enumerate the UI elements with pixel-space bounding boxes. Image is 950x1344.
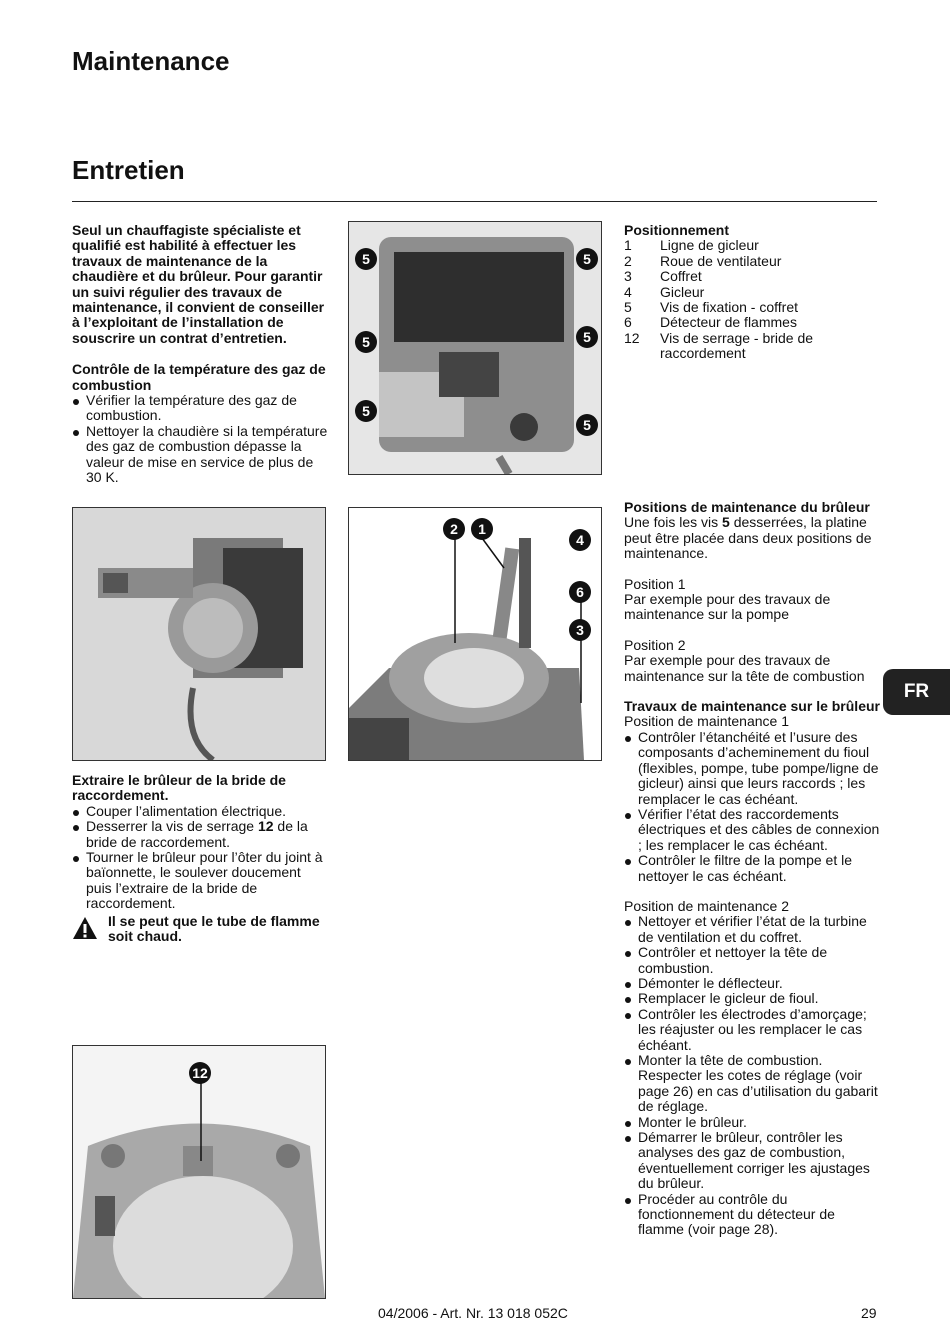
flange-photo xyxy=(72,1045,326,1299)
work-pos2-list xyxy=(624,914,880,1238)
temp-list xyxy=(72,393,330,485)
pos1-text: Par exemple pour des travaux de maintenance sur la pompe xyxy=(624,591,831,623)
positioning-heading: Positionnement xyxy=(624,222,730,238)
legend-row xyxy=(624,331,879,362)
burner-front-photo xyxy=(348,221,602,475)
callout-5: 5 xyxy=(576,326,598,348)
positioning-legend xyxy=(624,223,879,362)
work-pos2-title: Position de maintenance 2 xyxy=(624,897,789,914)
callout-6: 6 xyxy=(569,581,591,603)
warning-text: Il se peut que le tube de flamme soit chaud. xyxy=(108,913,320,945)
list-item-text: Desserrer la vis de serrage xyxy=(86,818,258,835)
list-item: Remplacer le gicleur de fioul. xyxy=(624,991,880,1006)
work-pos1-title: Position de maintenance 1 xyxy=(624,713,789,730)
callout-2: 2 xyxy=(443,518,465,540)
text-run: desserrées, la platine peut être placée dans deux positions de maintenance. xyxy=(624,514,872,562)
legend-number: 12 xyxy=(624,329,640,346)
callout-5: 5 xyxy=(576,414,598,436)
maint-pos-text xyxy=(624,515,880,561)
positioning-table xyxy=(624,238,879,361)
temp-heading: Contrôle de la température des gaz de combustion xyxy=(72,361,326,393)
callout-3: 3 xyxy=(569,619,591,641)
left-column-bottom xyxy=(72,773,330,912)
page-number: 29 xyxy=(861,1305,877,1321)
list-item: Contrôler l’étanchéité et l’usure des composants d’acheminement du fioul (flexibles, pompe, tube pompe/ligne de gicleur) ainsi que leurs raccords ; les remplacer le cas échéant. xyxy=(624,730,880,807)
legend-number: 5 xyxy=(624,299,632,316)
work-pos1-list xyxy=(624,730,880,884)
text-run: Une fois les vis xyxy=(624,514,723,531)
pos2-text: Par exemple pour des travaux de maintenance sur la tête de combustion xyxy=(624,652,865,684)
legend-text: Ligne de gicleur xyxy=(660,237,759,254)
legend-number: 3 xyxy=(624,268,632,285)
callout-5: 5 xyxy=(355,331,377,353)
maint-pos-heading: Positions de maintenance du brûleur xyxy=(624,499,870,515)
legend-text: Roue de ventilateur xyxy=(660,252,782,269)
list-item: Contrôler les électrodes d’amorçage; les réajuster ou les remplacer le cas échéant. xyxy=(624,1007,880,1053)
list-item xyxy=(72,819,330,850)
legend-text: Détecteur de flammes xyxy=(660,314,797,331)
legend-text: Coffret xyxy=(660,268,702,285)
title-divider xyxy=(72,201,877,202)
list-item: Contrôler le filtre de la pompe et le nettoyer le cas échéant. xyxy=(624,853,880,884)
callout-1: 1 xyxy=(471,518,493,540)
list-item: Monter la tête de combustion. Respecter les cotes de réglage (voir page 26) en cas d’utilisation du gabarit de réglage. xyxy=(624,1053,880,1115)
list-item-text: de la bride de raccordement. xyxy=(86,818,308,850)
right-column xyxy=(624,500,880,1238)
legend-text: Vis de serrage - bride de raccordement xyxy=(660,329,814,362)
pos2-title: Position 2 xyxy=(624,636,686,653)
list-item: Vérifier la température des gaz de combustion. xyxy=(72,393,330,424)
legend-number: 2 xyxy=(624,252,632,269)
list-item: Nettoyer la chaudière si la température des gaz de combustion dépasse la valeur de mise en service de plus de 30 K. xyxy=(72,424,330,486)
list-item: Vérifier l’état des raccordements électriques et des câbles de connexion ; les remplacer le cas échéant. xyxy=(624,807,880,853)
legend-text: Gicleur xyxy=(660,283,705,300)
legend-number: 1 xyxy=(624,237,632,254)
ref-number: 12 xyxy=(257,818,274,835)
legend-number: 4 xyxy=(624,283,632,300)
legend-row xyxy=(624,254,879,269)
ref-number: 5 xyxy=(722,514,730,531)
warning-triangle-icon xyxy=(72,916,98,940)
callout-5: 5 xyxy=(576,248,598,270)
list-item: Démonter le déflecteur. xyxy=(624,976,880,991)
burner-photo xyxy=(72,507,326,761)
callout-12: 12 xyxy=(189,1062,211,1084)
callout-4: 4 xyxy=(569,529,591,551)
legend-row xyxy=(624,300,879,315)
fan-nozzle-photo xyxy=(348,507,602,761)
section-title: Entretien xyxy=(72,155,185,185)
intro-text: Seul un chauffagiste spécialiste et qualifié est habilité à effectuer les travaux de maintenance de la chaudière et du brûleur. Pour garantir un suivi régulier des travaux de maintenance, il convient de conseiller à l’exploitant de l’installation de souscrire un contrat d’entretien. xyxy=(72,222,325,346)
pos1-title: Position 1 xyxy=(624,575,686,592)
page-title: Maintenance xyxy=(72,46,230,76)
extract-heading: Extraire le brûleur de la bride de raccordement. xyxy=(72,772,286,804)
list-item: Nettoyer et vérifier l’état de la turbine de ventilation et du coffret. xyxy=(624,914,880,945)
footer-reference: 04/2006 - Art. Nr. 13 018 052C xyxy=(378,1305,568,1321)
language-tab: FR xyxy=(883,669,950,715)
list-item: Procéder au contrôle du fonctionnement du détecteur de flamme (voir page 28). xyxy=(624,1192,880,1238)
list-item: Contrôler et nettoyer la tête de combustion. xyxy=(624,945,880,976)
legend-row xyxy=(624,238,879,253)
callout-5: 5 xyxy=(355,400,377,422)
legend-text: Vis de fixation - coffret xyxy=(660,299,798,316)
callout-5: 5 xyxy=(355,248,377,270)
list-item: Tourner le brûleur pour l’ôter du joint à baïonnette, le soulever doucement puis l’extraire de la bride de raccordement. xyxy=(72,850,330,912)
list-item: Couper l’alimentation électrique. xyxy=(72,804,330,819)
legend-row xyxy=(624,315,879,330)
left-column-top xyxy=(72,223,330,486)
legend-row xyxy=(624,285,879,300)
work-heading: Travaux de maintenance sur le brûleur xyxy=(624,698,880,715)
extract-list xyxy=(72,804,330,912)
list-item: Monter le brûleur. xyxy=(624,1115,880,1130)
legend-number: 6 xyxy=(624,314,632,331)
legend-row xyxy=(624,269,879,284)
list-item: Démarrer le brûleur, contrôler les analyses des gaz de combustion, éventuellement corriger les ajustages du brûleur. xyxy=(624,1130,880,1192)
